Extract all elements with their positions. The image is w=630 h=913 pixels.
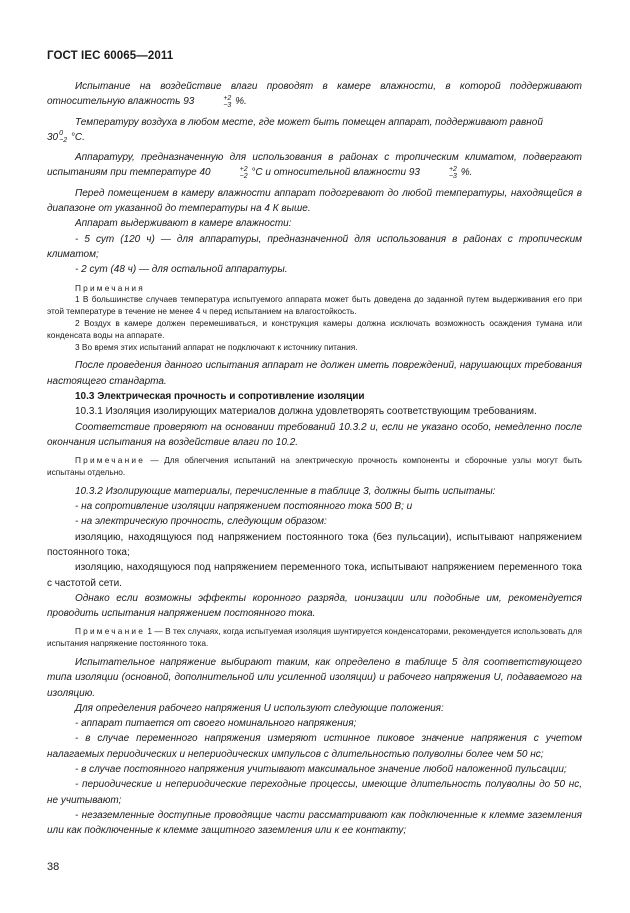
- paragraph: 30 0 −2 °C.: [47, 130, 85, 145]
- temperature-value: 40 +2 −2: [199, 165, 248, 180]
- note: [47, 455, 582, 479]
- list-item: - в случае постоянного напряжения учитывают максимальное значение любой наложенной пульсации;: [75, 764, 567, 776]
- paragraph: Соответствие проверяют на основании требований 10.3.2 и, если не указано особо, немедленно после окончания испытания на воздействие влаги по 10.2.: [47, 421, 582, 448]
- paragraph: [47, 115, 582, 130]
- note-item: 3 Во время этих испытаний аппарат не подключают к источнику питания.: [75, 341, 358, 352]
- note-text: — Для облегчения испытаний на электрическую прочность компоненты и сборочные узлы могут быть испытаны отдельно.: [47, 455, 582, 477]
- list-item: - 5 сут (120 ч) — для аппаратуры, предназначенной для использования в районах с тропическим климатом;: [47, 233, 582, 260]
- document-header: ГОСТ IEC 60065—2011: [47, 50, 174, 62]
- paragraph: 10.3.1 Изоляция изолирующих материалов должна удовлетворять соответствующим требованиям.: [75, 406, 537, 418]
- paragraph-text: Испытание на воздействие влаги проводят в камере влажности, в которой поддерживают относительную влажность: [47, 81, 582, 108]
- note-text: 1 — В тех случаях, когда испытуемая изоляция шунтируется конденсаторами, рекомендуется использовать для испытания напряжение постоянного тока.: [47, 626, 582, 649]
- section-heading: 10.3 Электрическая прочность и сопротивление изоляции: [75, 390, 365, 402]
- notes-title: Примечания: [75, 282, 145, 293]
- note: [47, 626, 582, 650]
- tolerance: +2 −2: [239, 165, 248, 180]
- document-body: [47, 79, 582, 839]
- tolerance: 0 −2: [59, 130, 68, 145]
- tolerance: +2 −3: [223, 94, 232, 109]
- list-item: - на электрическую прочность, следующим образом:: [75, 516, 327, 528]
- paragraph: изоляцию, находящуюся под напряжением переменного тока, испытывают напряжением переменного тока с частотой сети.: [47, 562, 582, 589]
- paragraph: Испытание на воздействие влаги проводят в камере влажности, в которой поддерживают относительную влажность 93 +2 −3 %.: [47, 81, 582, 109]
- page-number: 38: [47, 861, 60, 873]
- list-item: - в случае переменного напряжения измеряют истинное пиковое значение напряжения с учетом налагаемых периодических и непериодических импульсов с длительностью полуволны более чем 50 нс;: [47, 733, 582, 760]
- paragraph: Для определения рабочего напряжения U используют следующие положения:: [75, 702, 444, 714]
- list-item: - на сопротивление изоляции напряжением постоянного тока 500 В; и: [75, 501, 413, 513]
- paragraph: Испытательное напряжение выбирают таким, как определено в таблице 5 для соответствующего типа изоляции (основной, дополнительной или усиленной изоляции) и рабочего напряжения U, подаваемого на изоляцию.: [47, 656, 582, 699]
- humidity-value: 93 +2 −3: [408, 165, 457, 180]
- paragraph: Аппаратуру, предназначенную для использования в районах с тропическим климатом, подвергают испытаниям при температуре 40 +2 −2 °C и относительной влажности 93 +2 −3 %.: [47, 152, 582, 180]
- list-item: - 2 сут (48 ч) — для остальной аппаратуры.: [75, 264, 288, 276]
- paragraph: изоляцию, находящуюся под напряжением постоянного тока (без пульсации), испытывают напряжением постоянного тока;: [47, 531, 582, 558]
- humidity-value: 93 +2 −3: [183, 94, 232, 109]
- paragraph-text: Аппаратуру, предназначенную для использования в районах с тропическим климатом, подвергают испытаниям при температуре: [47, 152, 582, 179]
- note-label: Примечание: [75, 455, 146, 466]
- paragraph: 10.3.2 Изолирующие материалы, перечисленные в таблице 3, должны быть испытаны:: [75, 485, 496, 497]
- tolerance: +2 −3: [448, 165, 457, 180]
- note-item: 1 В большинстве случаев температура испытуемого аппарата может быть доведена до заданной путем выдерживания его при этой температуре в течение не менее 4 ч перед испытанием на влагостойкость.: [47, 294, 582, 317]
- note-item: 2 Воздух в камере должен перемешиваться, и конструкция камеры должна исключать возможность осаждения тумана или конденсата воды на аппарате.: [47, 317, 582, 340]
- temperature-value: 30 0 −2: [47, 130, 68, 145]
- paragraph: Перед помещением в камеру влажности аппарат подогревают до любой температуры, находящейся в диапазоне от указанной до температуры на 4 К выше.: [47, 187, 582, 215]
- paragraph: Однако если возможны эффекты коронного разряда, ионизации или подобные им, рекомендуется проводить испытания напряжением постоянного тока.: [47, 592, 582, 620]
- list-item: - незаземленные доступные проводящие части рассматривают как подключенные к клемме заземления или как подключенные к клемме защитного заземления или к ее контакту;: [47, 809, 582, 837]
- paragraph: После проведения данного испытания аппарат не должен иметь повреждений, нарушающих требования настоящего стандарта.: [47, 360, 582, 387]
- paragraph-text: Температуру воздуха в любом месте, где может быть помещен аппарат, поддерживают равной: [75, 116, 543, 128]
- note-label: Примечание: [75, 626, 146, 637]
- list-item: - периодические и непериодические переходные процессы, имеющие длительность полуволны до 50 нс, не учитывают;: [47, 779, 582, 806]
- list-item: - аппарат питается от своего номинального напряжения;: [75, 718, 357, 730]
- paragraph: Аппарат выдерживают в камере влажности:: [75, 218, 292, 230]
